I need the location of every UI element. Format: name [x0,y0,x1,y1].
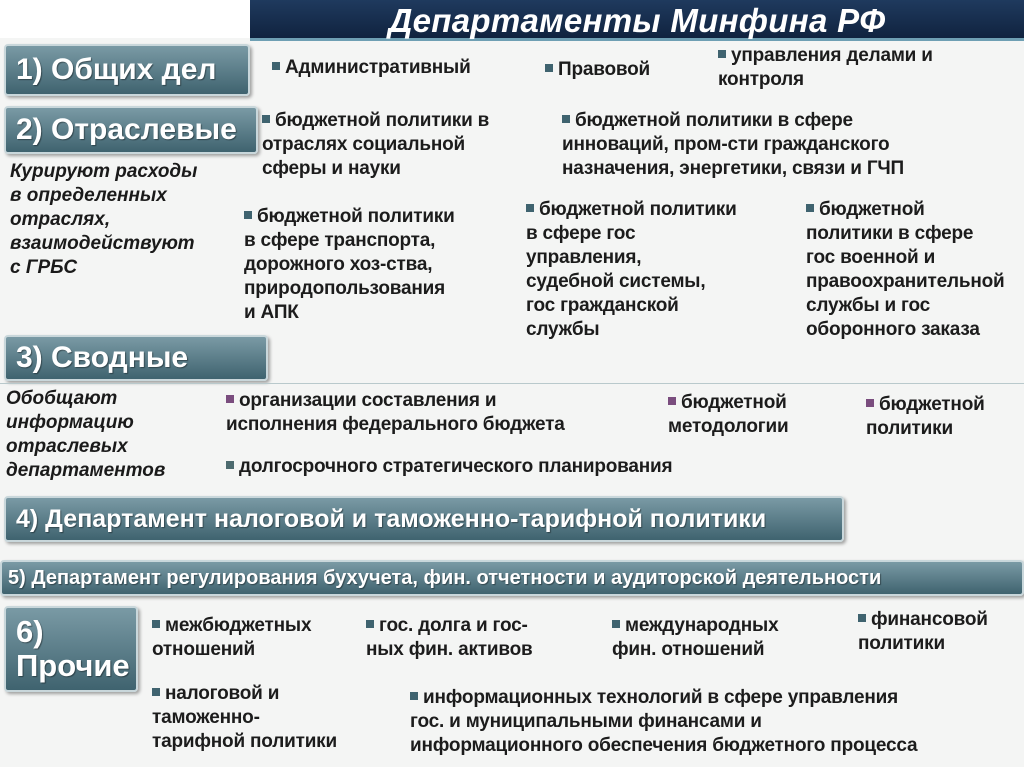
bullet-icon [226,461,234,469]
header-sectoral [4,106,258,154]
bullet-icon [562,115,570,123]
header-general-label: 1) Общих дел [16,53,217,86]
bullet-icon [545,64,553,72]
header-other-label: 6) Прочие [16,614,130,683]
header-accounting [0,560,1024,596]
dept-administrative: Административный [272,56,471,80]
header-tax-label: 4) Департамент налоговой и таможенно-тарифной политики [16,504,767,533]
header-summary-label: 3) Сводные [16,341,189,374]
dept-transport-budget: бюджетной политики в сфере транспорта, дорожного хоз-ства, природопользования и АПК [244,206,455,323]
header-general [4,44,250,96]
bullet-icon [366,620,374,628]
dept-budget-policy: бюджетной политики [866,394,985,439]
bullet-icon [152,620,160,628]
divider [0,383,1024,384]
header-other [4,606,138,692]
bullet-icon [152,688,160,696]
header-summary [4,335,268,381]
dept-budget-execution: организации составления и исполнения федерального бюджета [226,390,565,435]
bullet-icon [226,395,234,403]
dept-social-budget: бюджетной политики в отраслях социальной сферы и науки [262,110,490,179]
dept-public-debt: гос. долга и гос- ных фин. активов [366,615,533,660]
dept-defense-budget: бюджетной политики в сфере гос военной и правоохранительной службы и гос оборонного заказа [806,199,1005,340]
header-sectoral-label: 2) Отраслевые [16,113,237,146]
bullet-icon [262,115,270,123]
bullet-icon [526,204,534,212]
dept-legal: Правовой [545,58,650,82]
dept-financial-policy: финансовой политики [858,609,988,654]
dept-management: управления делами и контроля [718,45,933,90]
dept-strategic-planning: долгосрочного стратегического планирования [226,455,672,479]
dept-international: международных фин. отношений [612,615,779,660]
dept-budget-methodology: бюджетной методологии [668,392,789,437]
header-accounting-label: 5) Департамент регулирования бухучета, фин. отчетности и аудиторской деятельности [8,566,882,589]
bullet-icon [244,211,252,219]
bullet-icon [858,614,866,622]
bullet-icon [668,397,676,405]
bullet-icon [612,620,620,628]
dept-government-budget: бюджетной политики в сфере гос управления, судебной системы, гос гражданской службы [526,199,737,340]
title-left-blank [0,0,250,38]
header-tax [4,496,844,542]
bullet-icon [866,399,874,407]
bullet-icon [806,204,814,212]
sectoral-note: Курируют расходы в определенных отраслях, взаимодействуют с ГРБС [10,161,198,278]
bullet-icon [718,50,726,58]
bullet-icon [272,62,280,70]
page-title: Департаменты Минфина РФ [388,2,886,39]
dept-interbudget: межбюджетных отношений [152,615,312,660]
summary-note: Обобщают информацию отраслевых департаментов [6,388,166,481]
dept-innovation-budget: бюджетной политики в сфере инноваций, пром-сти гражданского назначения, энергетики, связи и ГЧП [562,110,905,179]
title-bar [250,0,1024,41]
bullet-icon [410,692,418,700]
dept-information-technology: информационных технологий в сфере управления гос. и муниципальными финансами и информационного обеспечения бюджетного процесса [410,687,918,756]
dept-tax-customs: налоговой и таможенно- тарифной политики [152,683,337,752]
